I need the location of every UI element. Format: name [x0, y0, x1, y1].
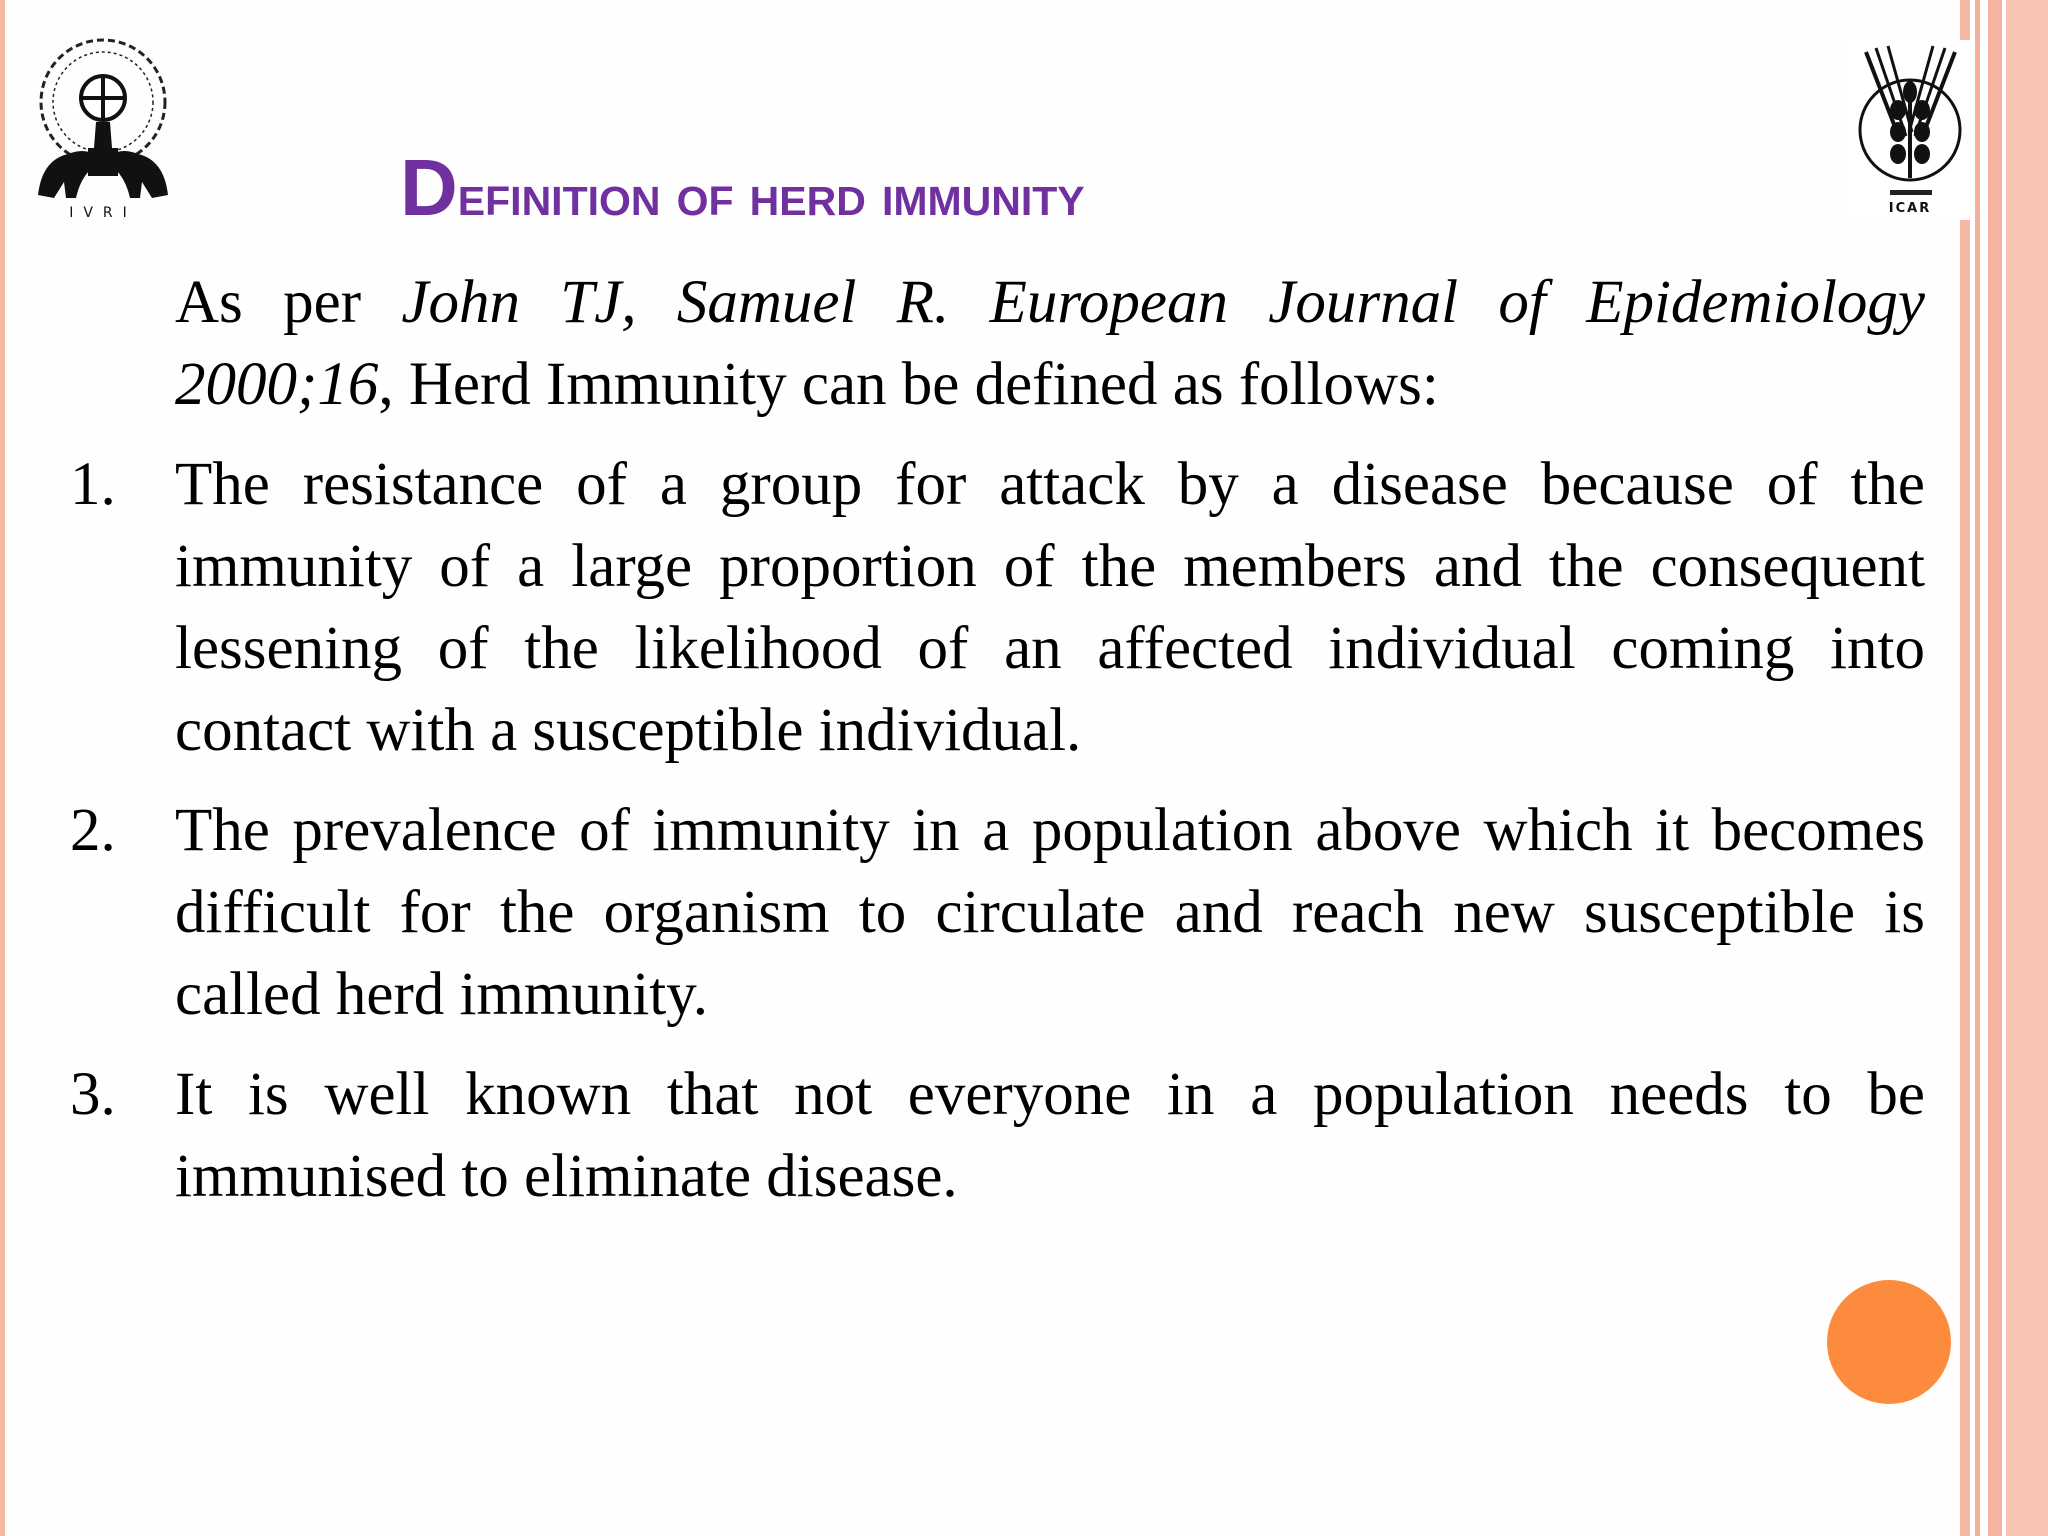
- definition-list: [60, 444, 1925, 1218]
- intro-citation: John TJ, Samuel R. European Journal of Epidemiology 2000;16: [175, 269, 1925, 418]
- icar-logo-text: ICAR: [1888, 201, 1932, 216]
- list-item-text: The prevalence of immunity in a population above which it becomes difficult for the organism to circulate and reach new susceptible is called herd immunity.: [175, 797, 1925, 1028]
- icar-logo: [1848, 40, 1973, 220]
- left-border-stripe: [0, 0, 5, 1536]
- right-border-stripe: [1975, 0, 1980, 1536]
- list-item: [60, 444, 1925, 772]
- right-border-stripe: [1988, 0, 2002, 1536]
- list-item: [60, 790, 1925, 1036]
- slide-title-first-letter: D: [400, 143, 458, 232]
- intro-suffix: , Herd Immunity can be defined as follows:: [378, 351, 1439, 418]
- slide-title-rest: efinition of herd immunity: [457, 163, 1085, 228]
- list-item-text: It is well known that not everyone in a population needs to be immunised to eliminate disease.: [175, 1061, 1925, 1210]
- right-border-stripe: [2006, 0, 2048, 1536]
- list-item: [60, 1054, 1925, 1218]
- list-item-number: 3.: [70, 1061, 116, 1128]
- accent-circle: [1827, 1280, 1951, 1404]
- ivri-logo: [28, 30, 178, 220]
- intro-prefix: As per: [175, 269, 402, 336]
- slide-body: [60, 262, 1925, 1236]
- list-item-number: 1.: [70, 451, 116, 518]
- intro-paragraph: [175, 262, 1925, 426]
- slide-title: [400, 140, 1600, 236]
- list-item-text: The resistance of a group for attack by a disease because of the immunity of a large proportion of the members and the consequent lessening of the likelihood of an affected individual coming into contact with a susceptible individual.: [175, 451, 1925, 764]
- ivri-logo-text: IVRI: [69, 205, 137, 220]
- right-border-stripe: [1960, 0, 1970, 1536]
- list-item-number: 2.: [70, 797, 116, 864]
